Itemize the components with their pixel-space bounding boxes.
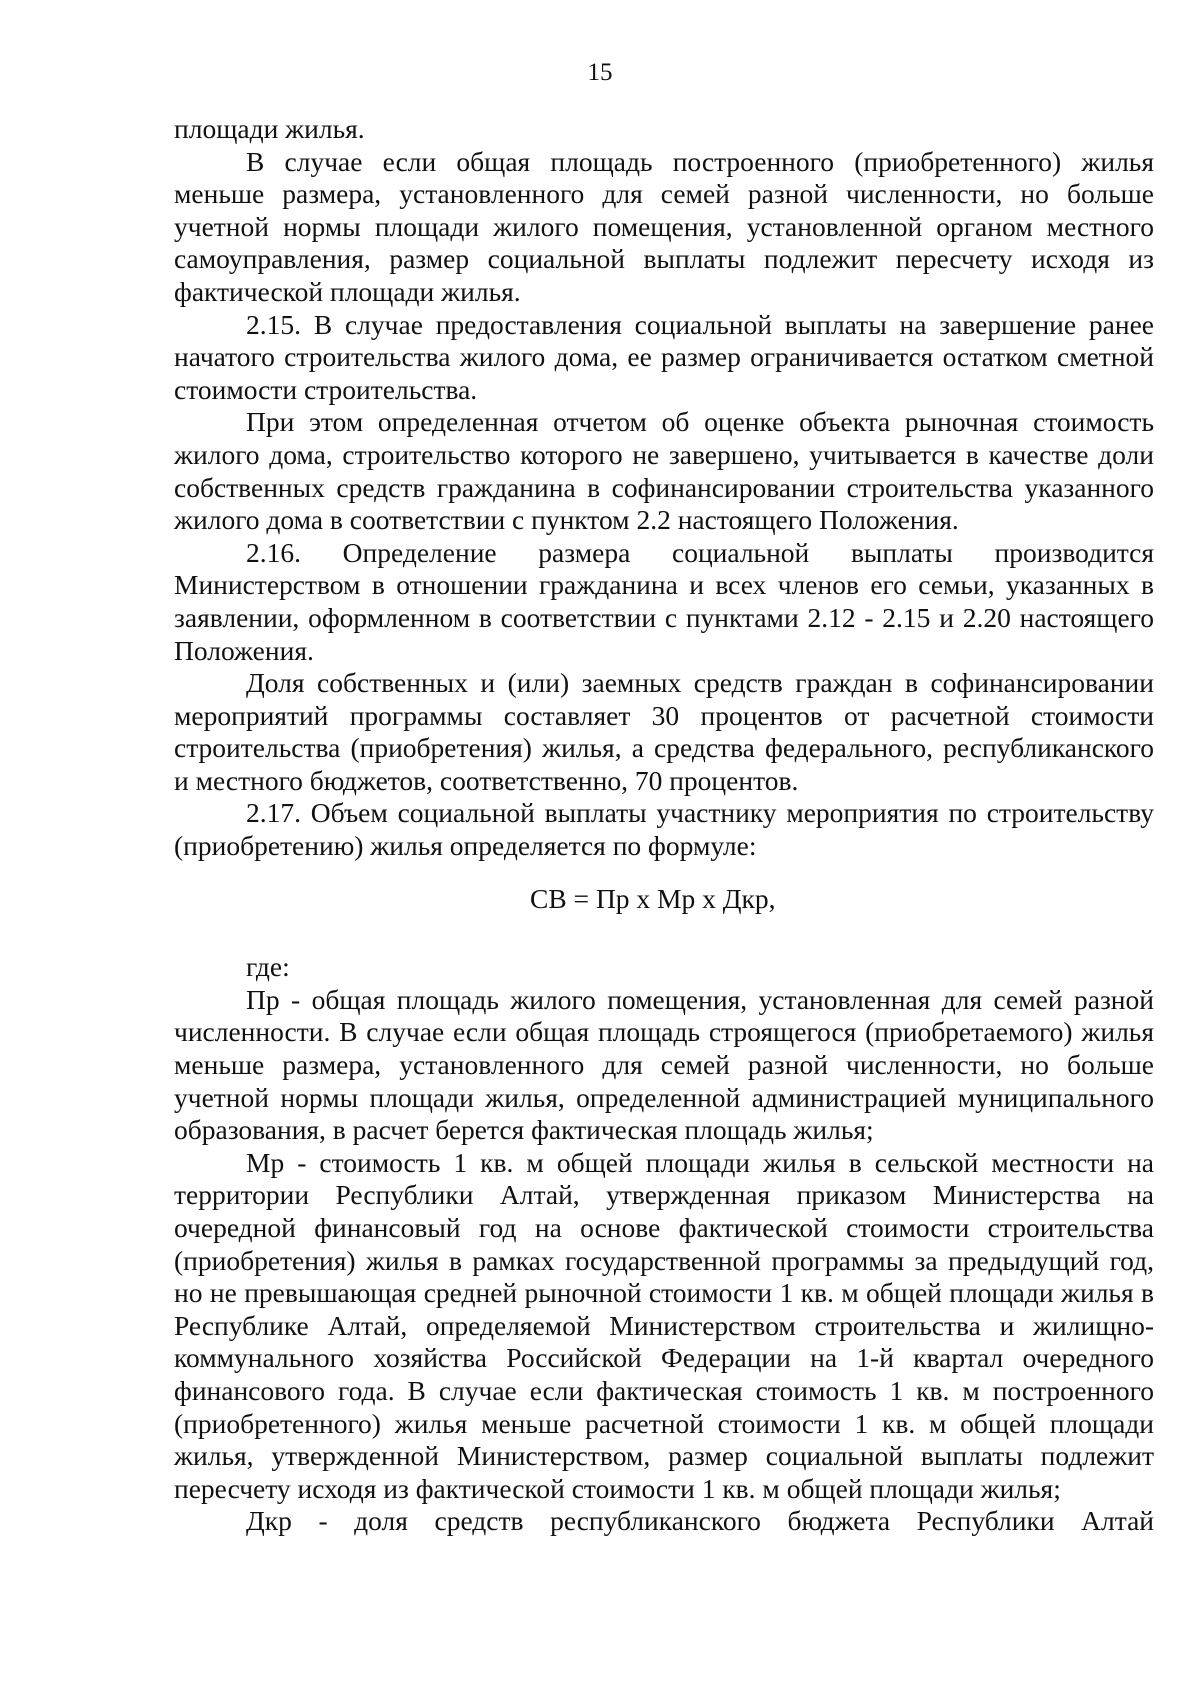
paragraph-2-15: 2.15. В случае предоставления социальной выплаты на завершение ранее начатого строительства жилого дома, ее размер ограничивается остатком сметной стоимости строительства. (174, 308, 1154, 405)
definition-mr: Мр - стоимость 1 кв. м общей площади жилья в сельской местности на территории Республики Алтай, утвержденная приказом Министерства на очередной финансовый год на основе фактической стоимости строительства (приобретения) жилья в рамках государственной программы за предыдущий год, но не превышающая средней рыночной стоимости 1 кв. м общей площади жилья в Республике Алтай, определяемой Министерством строительства и жилищно-коммунального хозяйства Российской Федерации на 1-й квартал очередного финансового года. В случае если фактическая стоимость 1 кв. м построенного (приобретенного) жилья меньше расчетной стоимости 1 кв. м общей площади жилья, утвержденной Министерством, размер социальной выплаты подлежит пересчету исходя из фактической стоимости 1 кв. м общей площади жилья; (174, 1146, 1154, 1504)
paragraph-continuation: площади жилья. (174, 113, 365, 144)
paragraph-market-value: При этом определенная отчетом об оценке объекта рыночная стоимость жилого дома, строительство которого не завершено, учитывается в качестве доли собственных средств гражданина в софинансировании строительства указанного жилого дома в соответствии с пунктом 2.2 настоящего Положения. (174, 406, 1154, 536)
paragraph-2-17: 2.17. Объем социальной выплаты участнику мероприятия по строительству (приобретению) жилья определяется по формуле: (174, 797, 1154, 862)
document-body (174, 113, 1154, 1538)
definition-pr: Пр - общая площадь жилого помещения, установленная для семей разной численности. В случае если общая площадь строящегося (приобретаемого) жилья меньше размера, установленного для семей разной численности, но больше учетной нормы площади жилья, определенной администрацией муниципального образования, в расчет берется фактическая площадь жилья; (174, 983, 1154, 1146)
paragraph-2-16: 2.16. Определение размера социальной выплаты производится Министерством в отношении гражданина и всех членов его семьи, указанных в заявлении, оформленном в соответствии с пунктами 2.12 - 2.15 и 2.20 настоящего Положения. (174, 536, 1154, 666)
where-label: где: (246, 951, 290, 983)
paragraph-area-recalculation: В случае если общая площадь построенного (приобретенного) жилья меньше размера, установленного для семей разной численности, но больше учетной нормы площади жилого помещения, установленной органом местного самоуправления, размер социальной выплаты подлежит пересчету исходя из фактической площади жилья. (174, 145, 1154, 307)
formula: СВ = Пр x Мр x Дкр, (530, 882, 776, 914)
page-number: 15 (587, 59, 613, 86)
definition-dkr: Дкр - доля средств республиканского бюджета Республики Алтай (246, 1505, 1154, 1537)
paragraph-own-funds-share: Доля собственных и (или) заемных средств граждан в софинансировании мероприятий программы составляет 30 процентов от расчетной стоимости строительства (приобретения) жилья, а средства федерального, республиканского и местного бюджетов, соответственно, 70 процентов. (174, 667, 1154, 796)
